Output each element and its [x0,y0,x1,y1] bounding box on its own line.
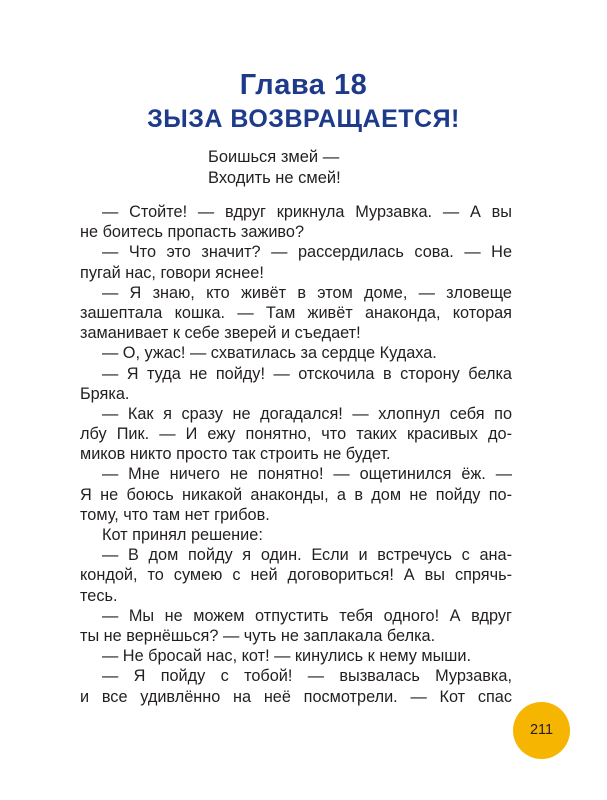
text-line: — Стойте! — вдруг крикнула Мурзавка. — А вы [102,203,512,221]
text-line: лбу Пик. — И ежу понятно, что таких красивых до- [80,425,512,444]
chapter-number: Глава 18 [239,69,368,101]
text-line: и все удивлённо на неё посмотрели. — Кот спас [80,687,512,706]
text-line: — Не бросай нас, кот! — кинулись к нему мыши. [102,647,471,666]
text-line: пугай нас, говори яснее! [80,263,264,282]
text-line: — Я туда не пойду! — отскочила в сторону белка [102,364,512,383]
chapter-title: ЗЫЗА ВОЗВРАЩАЕТСЯ! [147,105,460,133]
text-line: — В дом пойду я один. Если и встречусь с ана- [102,546,512,565]
text-line: миков никто просто так строить не будет. [80,445,391,464]
text-line: — Я знаю, кто живёт в этом доме, — зловеще [102,283,512,302]
text-line: кондой, то сумею с ней договориться! А вы спрячь- [80,566,512,585]
epigraph-line: Входить не смей! [208,169,341,187]
epigraph-line: Боишься змей — [208,148,340,166]
epigraph [208,147,341,189]
text-line: — О, ужас! — схватилась за сердце Кудаха. [102,344,437,363]
text-line: — Что это значит? — рассердилась сова. — Не [102,243,512,262]
text-line: — Мне ничего не понятно! — ощетинился ёж. — [102,465,512,484]
text-line: — Я пойду с тобой! — вызвалась Мурзавка, [102,667,512,686]
text-line: Кот принял решение: [102,526,263,544]
text-line: заманивает к себе зверей и съедает! [80,324,361,343]
text-line: Я не боюсь никакой анаконды, а в дом не пойду по- [80,485,512,504]
text-line: зашептала кошка. — Там живёт анаконда, которая [80,303,512,322]
text-line: Бряка. [80,384,130,403]
text-line: тому, что там нет грибов. [80,505,270,524]
text-line: — Мы не можем отпустить тебя одного! А вдруг [102,606,512,625]
page-number: 211 [529,722,554,738]
text-line: ты не вернёшься? — чуть не заплакала белка. [80,626,436,645]
text-line: — Как я сразу не догадался! — хлопнул себя по [102,404,512,423]
body-text [80,202,512,707]
text-line: не боитесь пропасть заживо? [80,223,305,242]
page-number-badge [513,702,570,759]
text-line: тесь. [80,586,118,605]
